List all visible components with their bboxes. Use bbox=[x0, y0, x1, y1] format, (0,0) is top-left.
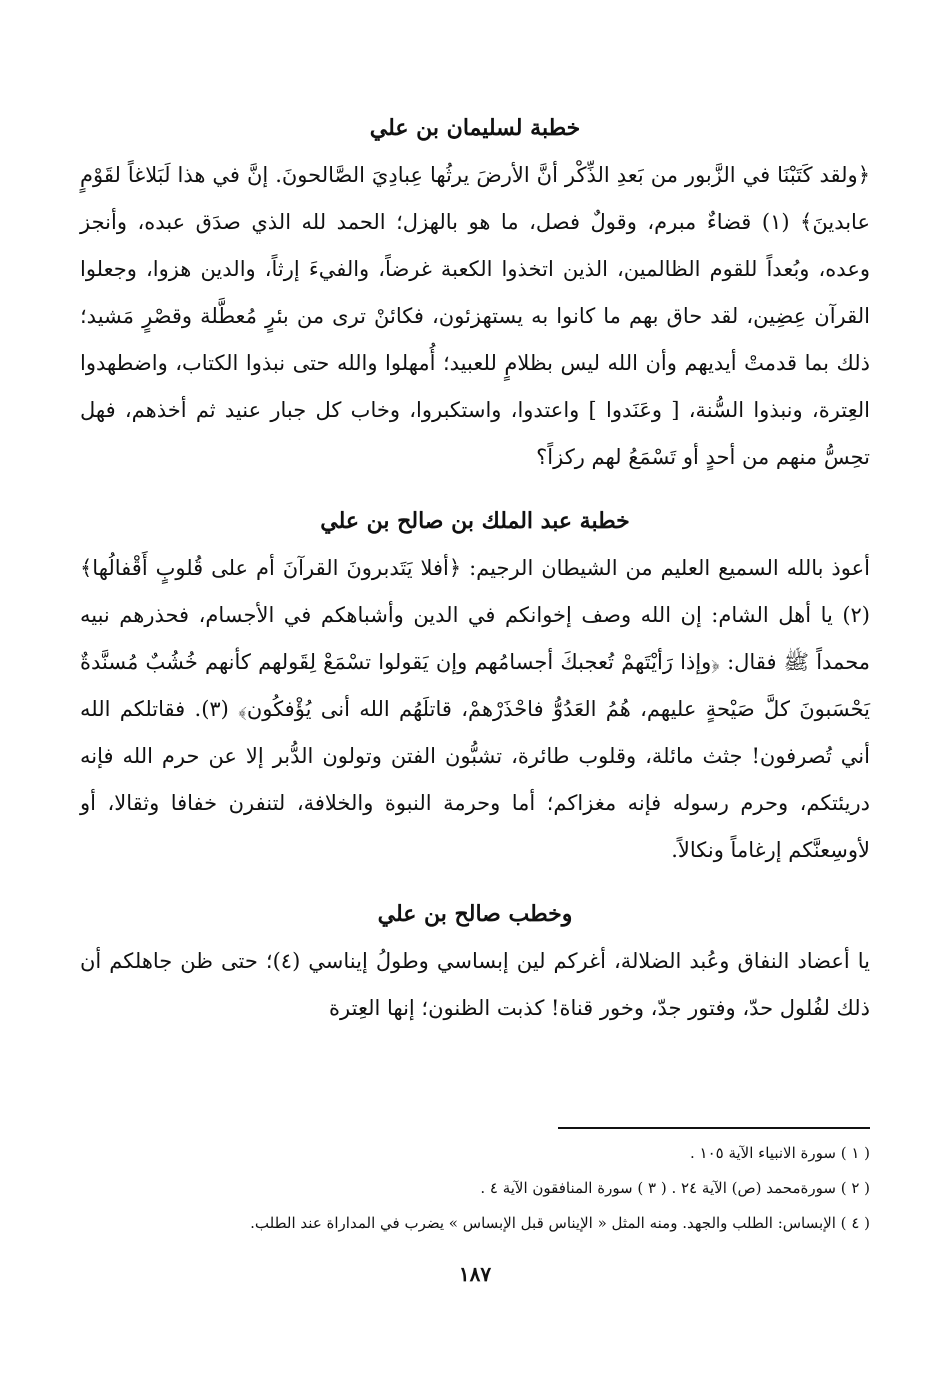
footnote: ( ٤ ) الإبساس: الطلب والجهد. ومنه المثل « الإيناس قبل الإبساس » يضرب في المداراة عند الطلب. bbox=[250, 1214, 870, 1232]
footnote-divider bbox=[558, 1127, 870, 1129]
page-content bbox=[80, 108, 870, 1032]
section-title: وخطب صالح بن علي bbox=[377, 901, 573, 927]
footnote: ( ١ ) سورة الانبياء الآية ١٠٥ . bbox=[689, 1144, 870, 1162]
footnote: ( ٢ ) سورةمحمد (ص) الآية ٢٤ . ( ٣ ) سورة المنافقون الآية ٤ . bbox=[480, 1179, 870, 1197]
section-body: أعوذ بالله السميع العليم من الشيطان الرجيم: ﴿أفلا يَتَدبرونَ القرآنَ أم على قُلوبٍ أَقْفالُها﴾ (٢) يا أهل الشام: إن الله وصف إخوانكم في الدين وأشباهكم في الأجسام، فحذرهم نبيه محمداً ﷺ فقال: ﴿وإذا رَأيْتَهمْ تُعجبكَ أجسامُهم وإن يَقولوا تسْمَعْ لِقَولهم كأنهم خُشُبٌ مُسنَّدةٌ يَحْسَبونَ كلَّ صَيْحةٍ عليهم، هُمُ العَدُوُّ فاحْذَرْهمْ، قاتلَهُم الله أنى يُؤْفكُون﴾ (٣). فقاتلكم الله أني تُصرفون! جثث مائلة، وقلوب طائرة، تشبُّون الفتن وتولون الدُّبر إلا عن حرم الله فإنه دريئتكم، وحرم رسوله فإنه مغزاكم؛ أما وحرمة النبوة والخلافة، لتنفرن خفافا وثقالا، أو لأوسِعنَّكم إرغاماً ونكالاً. bbox=[80, 556, 870, 862]
page-number: ١٨٧ bbox=[458, 1262, 492, 1286]
section-title: خطبة عبد الملك بن صالح بن علي bbox=[320, 508, 630, 534]
section-title: خطبة لسليمان بن علي bbox=[369, 115, 581, 141]
footnotes bbox=[80, 1136, 870, 1241]
section-body: ﴿ولقد كَتَبْنَا في الزَّبور من بَعدِ الذِّكْر أنَّ الأرضَ يرثُها عِبادِيَ الصَّالحونَ. إنَّ في هذا لَبَلاغاً لقَوْمٍ عابدينَ﴾ (١) قضاءٌ مبرم، وقولٌ فصل، ما هو بالهزل؛ الحمد لله الذي صدَق عبده، وأنجز وعده، وبُعداً للقوم الظالمين، الذين اتخذوا الكعبة غرضاً، والفيءَ إرثاً، والدين هزوا، وجعلوا القرآن عِضِين، لقد حاق بهم ما كانوا به يستهزئون، فكائنْ ترى من بئرٍ مُعطَّلة وقصْرٍ مَشيد؛ ذلك بما قدمتْ أيديهم وأن الله ليس بظلامٍ للعبيد؛ أُمهلوا والله حتى نبذوا الكتاب، واضطهدوا العِترة، ونبذوا السُّنة، [ وعَنَدوا ] واعتدوا، واستكبروا، وخاب كل جبار عنيد ثم أخذهم، فهل تحِسُّ منهم من أحدٍ أو تَسْمَعُ لهم ركزاً؟ bbox=[80, 163, 870, 469]
section-salih bbox=[80, 894, 870, 1032]
section-abd-al-malik bbox=[80, 501, 870, 874]
section-sulayman bbox=[80, 108, 870, 481]
section-body: يا أعضاد النفاق وعُبد الضلالة، أغركم لين إبساسي وطولُ إيناسي (٤)؛ حتى ظن جاهلكم أن ذلك لفُلول حدّ، وفتور جدّ، وخور قناة! كذبت الظنون؛ إنها العِترة bbox=[80, 949, 871, 1020]
